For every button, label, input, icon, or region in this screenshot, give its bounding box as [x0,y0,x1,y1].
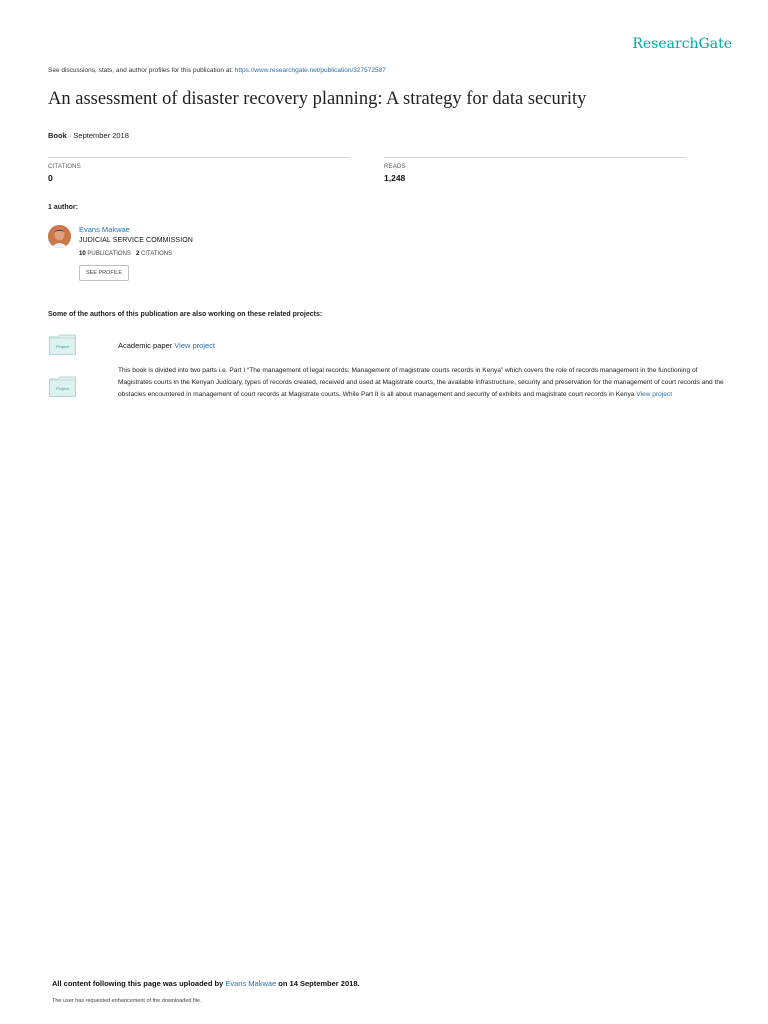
author-publications-count: 10 [79,251,86,257]
publication-title: An assessment of disaster recovery planning: A strategy for data security [48,89,587,109]
project-1-description [118,341,215,350]
author-publications-label: PUBLICATIONS [87,251,131,257]
related-projects-heading: Some of the authors of this publication are also working on these related projects: [48,311,323,318]
publication-meta: Book · September 2018 [48,131,129,140]
author-photo-icon [48,225,71,248]
reads-label: READS [384,164,406,170]
see-discussions-text: See discussions, stats, and author profiles for this publication at: [48,67,235,74]
reads-divider [384,157,686,158]
uploader-link[interactable]: Evans Makwae [225,979,277,988]
citations-label: CITATIONS [48,164,81,170]
project-1-view-link[interactable]: View project [174,341,215,350]
see-profile-button[interactable]: SEE PROFILE [79,265,129,281]
author-citations-label: CITATIONS [140,251,173,257]
publication-date: September 2018 [73,131,129,140]
author-stats [79,251,172,257]
project-1-icon-label: Project [56,344,69,349]
project-1-text: Academic paper [118,341,175,350]
enhancement-note: The user has requested enhancement of the downloaded file. [52,998,202,1004]
researchgate-logo[interactable]: ResearchGate [632,36,732,52]
authors-heading: 1 author: [48,204,78,211]
author-institution: JUDICIAL SERVICE COMMISSION [79,237,193,244]
publication-url-link[interactable]: https://www.researchgate.net/publication/327572587 [234,67,386,74]
see-discussions-line [48,67,386,74]
project-2-text: This book is divided into two parts i.e. Part I “The management of legal records: Management of magistrate courts records in Kenya” which covers the role of records management in the functioning of Magistrates courts in the Kenyan Judiciary, types of records created, received and used at Magistrate courts, the available infrastructure, security and preservation for the management of court records and the obstacles encountered in management of court records at Magistrate courts. While Part II is all about management and security of exhibits and magistrate court records in Kenya [118,367,724,399]
author-avatar[interactable] [48,225,71,248]
project-1-folder-icon [49,334,76,360]
project-2-view-link[interactable]: View project [636,391,673,399]
author-name-link[interactable]: Evans Makwae [79,225,130,234]
reads-value: 1,248 [384,173,406,183]
project-2-description [118,365,726,402]
author-citations-count: 2 [135,251,140,257]
upload-notice-suffix: on 14 September 2018. [276,979,360,988]
project-2-icon-label: Project [56,386,69,391]
citations-value: 0 [48,173,53,183]
upload-notice-prefix: All content following this page was uploaded by [52,979,226,988]
project-2-folder-icon [49,376,76,402]
upload-notice [52,979,360,988]
publication-type: Book [48,131,67,140]
citations-divider [48,157,350,158]
